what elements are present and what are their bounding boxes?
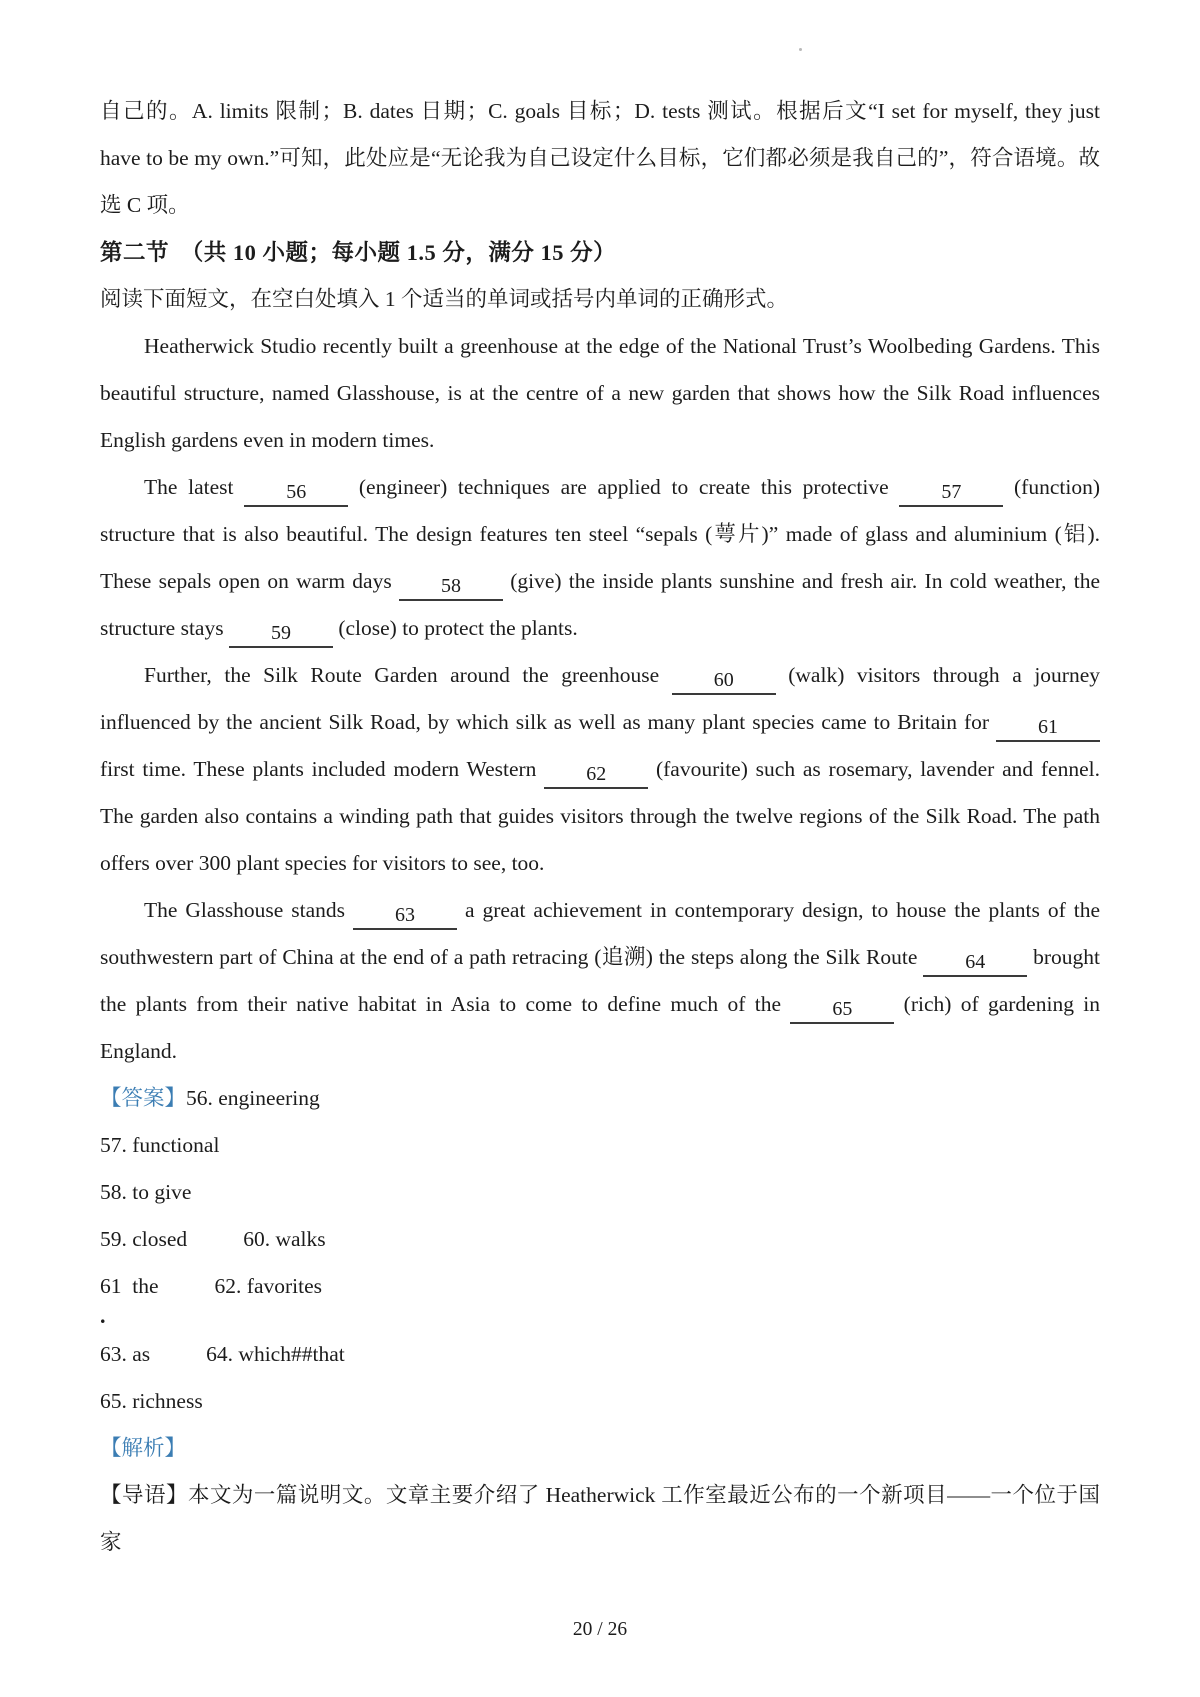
- analysis-label: 【解析】: [100, 1436, 187, 1460]
- passage-paragraph-4: The Glasshouse stands 63 a great achievement in contemporary design, to house the plants of the southwestern part of China at the end of a path retracing (追溯) the steps along the Silk Route 64 brought the plants from their native habitat in Asia to come to define much of the 65 (rich) of gardening in England.: [100, 898, 1100, 1063]
- answer-row: [100, 1169, 1100, 1216]
- answer-row: [100, 1331, 1100, 1378]
- fill-blank-63: 63: [353, 902, 457, 930]
- answer-row: [100, 1122, 1100, 1169]
- fill-blank-58: 58: [399, 573, 503, 601]
- intro-label: 【导语】: [100, 1483, 188, 1507]
- answer-item: 62. favorites: [214, 1274, 322, 1298]
- answer-item: 60. walks: [243, 1227, 326, 1251]
- fill-blank-60: 60: [672, 667, 776, 695]
- answer-row: [100, 1378, 1100, 1425]
- fill-blank-61: 61: [996, 714, 1100, 742]
- answer-row: [100, 1216, 1100, 1263]
- fill-blank-62: 62: [544, 761, 648, 789]
- page-number: 20 / 26: [572, 1619, 628, 1640]
- fill-blank-59: 59: [229, 620, 333, 648]
- answer-item: 64. which##that: [206, 1342, 345, 1366]
- answers-list-b: [100, 1331, 1100, 1425]
- passage-paragraph-3: Further, the Silk Route Garden around the greenhouse 60 (walk) visitors through a journey influenced by the ancient Silk Road, by which silk as well as many plant species came to Britain for 61 first time. These plants included modern Western 62 (favourite) such as rosemary, lavender and fennel. The garden also contains a winding path that guides visitors through the twelve regions of the Silk Road. The path offers over 300 plant species for visitors to see, too.: [100, 663, 1100, 875]
- answer-item: 57. functional: [100, 1133, 220, 1157]
- fill-blank-57: 57: [899, 479, 1003, 507]
- ink-speck: [799, 48, 802, 51]
- answer-item: 61 the: [100, 1274, 159, 1298]
- answer-item: 65. richness: [100, 1389, 203, 1413]
- intro-text: 本文为一篇说明文。文章主要介绍了 Heatherwick 工作室最近公布的一个新项目——一个位于国家: [100, 1483, 1100, 1554]
- stray-period: .: [100, 1303, 106, 1328]
- section-instruction: 阅读下面短文，在空白处填入 1 个适当的单词或括号内单词的正确形式。: [100, 287, 789, 311]
- passage-paragraph-2: The latest 56 (engineer) techniques are applied to create this protective 57 (function) structure that is also beautiful. The design features ten steel “sepals (萼片)” made of glass and aluminium (铝). These sepals open on warm days 58 (give) the inside plants sunshine and fresh air. In cold weather, the structure stays 59 (close) to protect the plants.: [100, 464, 1100, 652]
- fill-blank-65: 65: [790, 996, 894, 1024]
- analysis-continuation-paragraph: 自己的。A. limits 限制；B. dates 日期；C. goals 目标；D. tests 测试。根据后文“I set for myself, they just have to be my own.”可知，此处应是“无论我为自己设定什么目标，它们都必须是我自己的”，符合语境。故选 C 项。: [100, 99, 1100, 217]
- passage-paragraph-1: Heatherwick Studio recently built a greenhouse at the edge of the National Trust’s Woolbeding Gardens. This beautiful structure, named Glasshouse, is at the centre of a new garden that shows how the Silk Road influences English gardens even in modern times.: [100, 334, 1100, 452]
- answers-label: 【答案】: [100, 1086, 187, 1110]
- fill-blank-56: 56: [244, 479, 348, 507]
- answer-item: 58. to give: [100, 1180, 192, 1204]
- answers-list-a: [100, 1122, 1100, 1310]
- answer-row: [100, 1263, 1100, 1310]
- intro-paragraph: [100, 1472, 1100, 1566]
- fill-blank-64: 64: [923, 949, 1027, 977]
- answer-item: 56. engineering: [186, 1086, 320, 1110]
- answer-item: 63. as: [100, 1342, 151, 1366]
- answer-item: 59. closed: [100, 1227, 188, 1251]
- answers-first-line: [100, 1075, 1100, 1122]
- section-heading: 第二节 （共 10 小题；每小题 1.5 分，满分 15 分）: [100, 240, 617, 265]
